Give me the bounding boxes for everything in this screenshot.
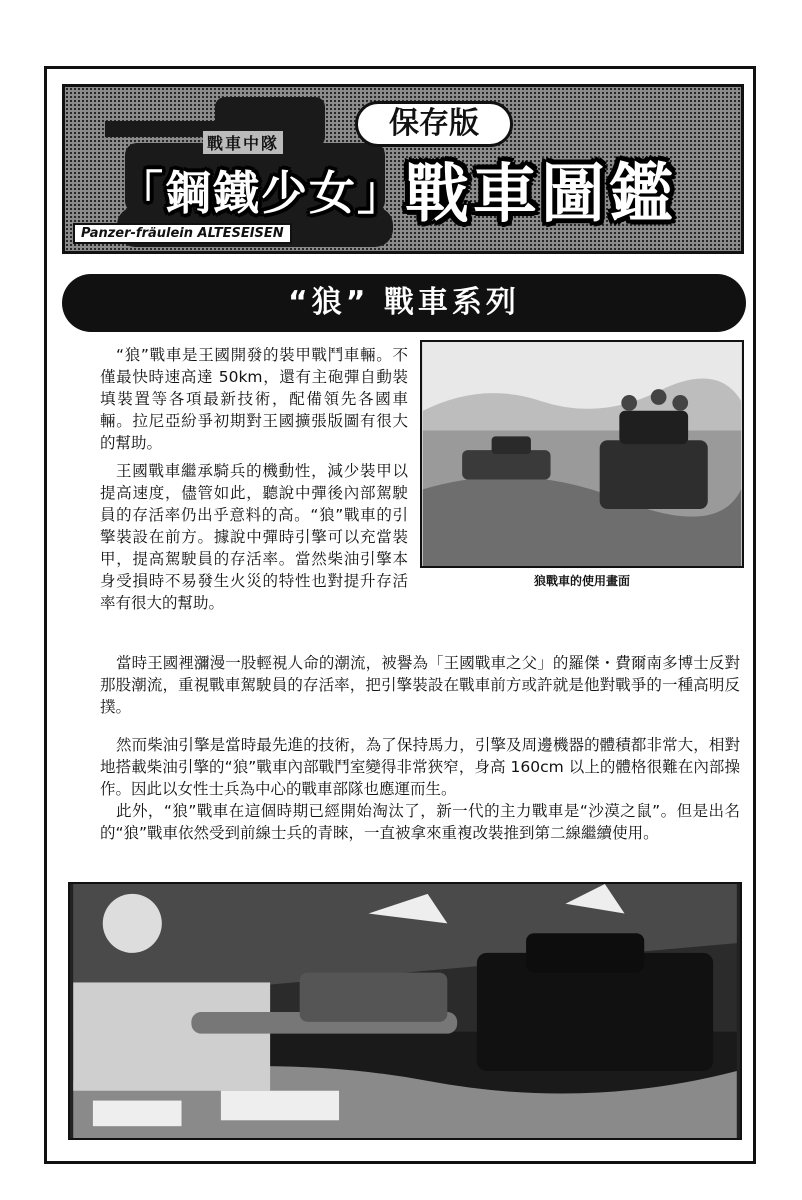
edition-badge: 保存版 xyxy=(355,101,513,147)
battle-illustration xyxy=(68,882,742,1140)
header-banner xyxy=(62,84,744,254)
tank-illustration xyxy=(420,340,744,568)
paragraph-crew xyxy=(100,734,740,844)
paragraph-intro: “狼”戰車是王國開發的裝甲戰鬥車輛。不僅最快時速高達 50km，還有主砲彈自動裝填裝置等各項最新技術，配備領先各國車輛。拉尼亞紛爭初期對王國擴張版圖有很大的幫助。 xyxy=(100,346,408,452)
section-title: “狼” 戰車系列 xyxy=(62,274,746,332)
paragraph-crew-a: 然而柴油引擎是當時最先進的技術，為了保持馬力，引擎及周邊機器的體積都非常大，相對地搭載柴油引擎的“狼”戰車內部戰鬥室變得非常狹窄，身高 160cm 以上的體格很難在內部操作。因此以女性士兵為中心的戰車部隊也應運而生。 xyxy=(100,736,740,798)
battle-scene-drawing xyxy=(70,884,740,1138)
illustration-caption: 狼戰車的使用畫面 xyxy=(533,574,630,588)
series-title: 「鋼鐵少女」 xyxy=(117,166,405,220)
series-latin-logo: Panzer-fräulein ALTESEISEN xyxy=(73,223,292,244)
paragraph-crew-b: 此外，“狼”戰車在這個時期已經開始淘汰了，新一代的主力戰車是“沙漠之鼠”。但是出名的“狼”戰車依然受到前線士兵的青睞，一直被拿來重複改裝推到第二線繼續使用。 xyxy=(100,802,740,842)
main-title: 戰車圖鑑 xyxy=(405,158,677,232)
tank-scene-drawing xyxy=(422,342,742,566)
paragraph-history: 當時王國裡瀰漫一股輕視人命的潮流，被譽為「王國戰車之父」的羅傑・費爾南多博士反對那股潮流，重視戰車駕駛員的存活率，把引擎裝設在戰車前方或許就是他對戰爭的一種高明反撲。 xyxy=(100,654,740,716)
paragraph-engine: 王國戰車繼承騎兵的機動性，減少裝甲以提高速度，儘管如此，聽說中彈後內部駕駛員的存活率仍出乎意料的高。“狼”戰車的引擎裝設在前方。據說中彈時引擎可以充當裝甲，提高駕駛員的存活率。當然柴油引擎本身受損時不易發生火災的特性也對提升存活率有很大的幫助。 xyxy=(100,462,408,612)
series-subtitle: 戰車中隊 xyxy=(203,131,283,154)
